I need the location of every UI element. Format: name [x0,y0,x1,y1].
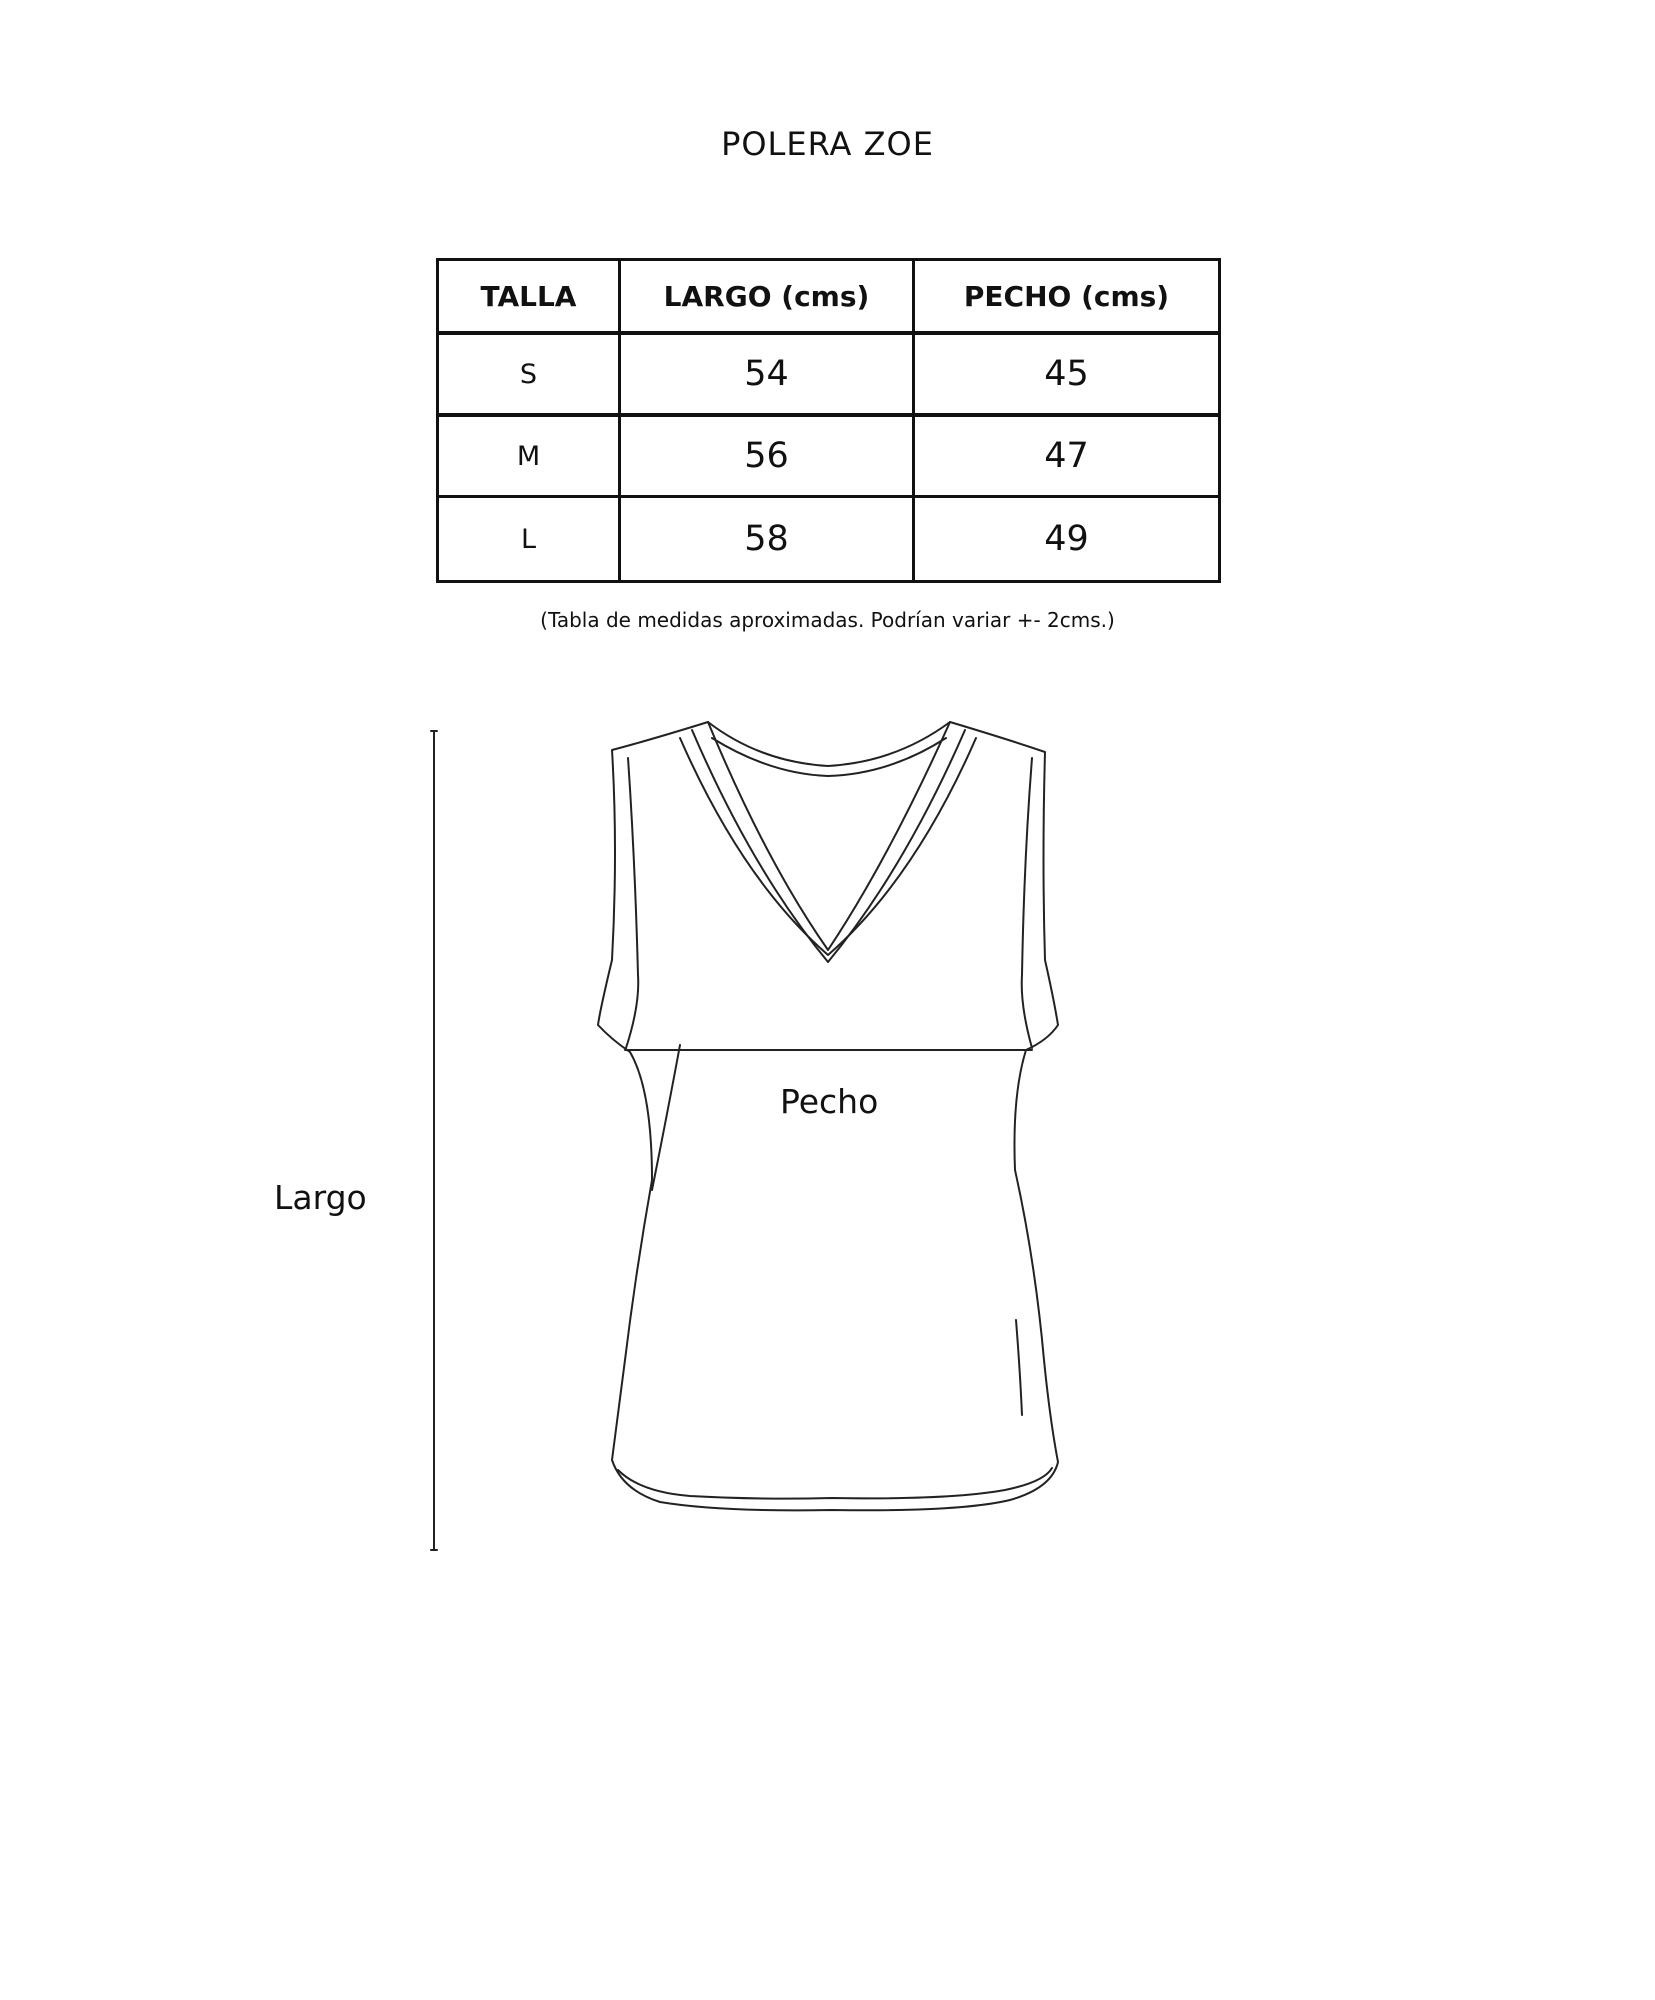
left-armhole-line [626,758,638,1048]
largo-label: Largo [274,1178,367,1217]
header-largo: LARGO (cms) [620,260,914,334]
cell-pecho: 49 [914,497,1220,582]
cell-talla: L [438,497,620,582]
cell-largo: 58 [620,497,914,582]
pecho-label: Pecho [780,1082,879,1121]
left-dart-line [652,1045,680,1190]
cell-pecho: 45 [914,333,1220,415]
cell-talla: S [438,333,620,415]
hem-stitch-line [618,1468,1052,1499]
cell-talla: M [438,415,620,497]
neckline-middle [692,730,965,962]
neckline-inner [680,738,976,955]
header-talla: TALLA [438,260,620,334]
back-neck-band [712,738,946,776]
measurement-note: (Tabla de medidas aproximadas. Podrían variar +- 2cms.) [540,608,1115,632]
back-neck-line [708,722,950,766]
cell-largo: 54 [620,333,914,415]
right-armhole-line [1022,758,1032,1048]
cell-largo: 56 [620,415,914,497]
page-title: POLERA ZOE [721,125,934,163]
cell-pecho: 47 [914,415,1220,497]
header-pecho: PECHO (cms) [914,260,1220,334]
right-dart-line [1016,1320,1022,1415]
